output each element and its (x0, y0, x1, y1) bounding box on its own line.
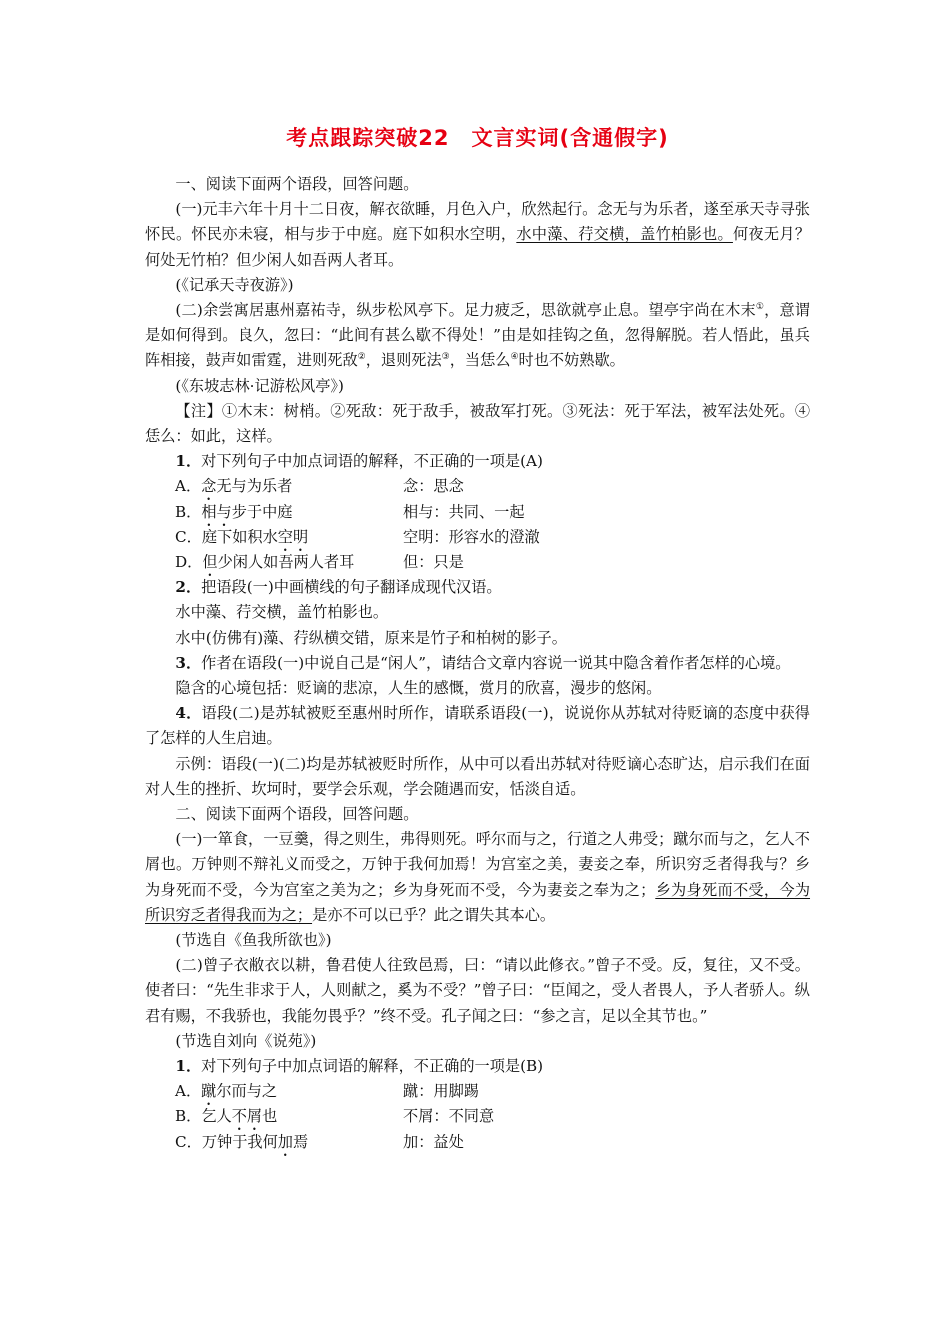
quoted-sentence: 水中藻、荇交横，盖竹柏影也。 (175, 603, 389, 622)
passage-text: (一)一箪食，一豆羹，得之则生，弗得则死。呼尔而与之，行道之人弗受；蹴尔而与之，乞人不屑也。万钟则不辩礼义而受之，万钟于我何加焉！为宫室之美，妻妾之奉，所识穷乏者得我与？乡为身死而不受，今为宫室之美为之；乡为身死而不受，今为妻妾之奉为之；乡为身死而不受，今为所识穷乏者得我而为之；是亦不可以已乎？此之谓失其本心。 (145, 830, 811, 924)
page-title: 考点跟踪突破22 文言实词(含通假字) (286, 126, 669, 150)
answer: 示例：语段(一)(二)均是苏轼被贬时所作，从中可以看出苏轼对待贬谪心态旷达，启示我们在面对人生的挫折、坎坷时，要学会乐观，学会随遇而安，恬淡自适。 (145, 754, 810, 798)
document-body (145, 172, 810, 1155)
passage-source: (节选自刘向《说苑》) (175, 1031, 317, 1050)
question: 1．对下列句子中加点词语的解释，不正确的一项是(B) (175, 1057, 544, 1076)
footnote-marker: ① (755, 301, 765, 312)
answer: 水中(仿佛有)藻、荇纵横交错，原来是竹子和柏树的影子。 (175, 628, 567, 647)
question: 1．对下列句子中加点词语的解释，不正确的一项是(A) (175, 452, 543, 471)
footnote-marker: ④ (510, 352, 519, 363)
section-heading: 二、阅读下面两个语段，回答问题。 (175, 805, 419, 824)
footnote-marker: ③ (441, 352, 450, 363)
passage-source: (节选自《鱼我所欲也》) (175, 931, 332, 950)
option-a: A．念无与为乐者 念：思念 (175, 477, 464, 496)
option-b: B．相与步于中庭 相与：共同、一起 (175, 502, 525, 521)
option-c: C．庭下如积水空明 空明：形容水的澄澈 (175, 527, 540, 546)
underlined-sentence: 乡为身死而不受，今为所识穷乏者得我而为之； (145, 880, 811, 924)
passage-text: (二)曾子衣敝衣以耕，鲁君使人往致邑焉，曰：“请以此修衣。”曾子不受。反，复往，又不受。使者曰：“先生非求于人，人则献之，奚为不受？”曾子曰：“臣闻之，受人者畏人，予人者骄人。纵君有赐，不我骄也，我能勿畏乎？”终不受。孔子闻之曰：“参之言，足以全其节也。” (145, 956, 810, 1025)
passage-source: (《东坡志林·记游松风亭》) (175, 376, 344, 395)
footnote-marker: ② (357, 352, 366, 363)
section-heading: 一、阅读下面两个语段，回答问题。 (175, 175, 419, 193)
option-d: D．但少闲人如吾两人者耳 但：只是 (175, 553, 464, 571)
option-b: B．乞人不屑也 不屑：不同意 (175, 1107, 495, 1126)
question: 3．作者在语段(一)中说自己是“闲人”，请结合文章内容说一说其中隐含着作者怎样的心境。 (175, 653, 791, 672)
underlined-sentence: 水中藻、荇交横，盖竹柏影也。 (516, 225, 733, 244)
option-a: A．蹴尔而与之 蹴：用脚踢 (175, 1082, 479, 1101)
passage-source: (《记承天寺夜游》) (175, 275, 294, 294)
passage-text: (二)余尝寓居惠州嘉祐寺，纵步松风亭下。足力疲乏，思欲就亭止息。望亭宇尚在木末①，意谓是如何得到。良久，忽曰：“此间有甚么歇不得处！”由是如挂钩之鱼，忽得解脱。若人悟此，虽兵阵相接，鼓声如雷霆，进则死敌②，退则死法③，当恁么④时也不妨熟歇。 (145, 301, 810, 370)
passage-text: (一)元丰六年十月十二日夜，解衣欲睡，月色入户，欣然起行。念无与为乐者，遂至承天寺寻张怀民。怀民亦未寝，相与步于中庭。庭下如积水空明，水中藻、荇交横，盖竹柏影也。何夜无月？何处无竹柏？但少闲人如吾两人者耳。 (145, 200, 811, 269)
annotation-note: 【注】①木末：树梢。②死敌：死于敌手，被敌军打死。③死法：死于军法，被军法处死。④恁么：如此，这样。 (145, 401, 811, 446)
answer: 隐含的心境包括：贬谪的悲凉，人生的感慨，赏月的欣喜，漫步的悠闲。 (175, 679, 662, 697)
option-c: C．万钟于我何加焉 加：益处 (175, 1132, 464, 1151)
question: 4．语段(二)是苏轼被贬至惠州时所作，请联系语段(一)，说说你从苏轼对待贬谪的态度中获得了怎样的人生启迪。 (145, 704, 810, 748)
question: 2．把语段(一)中画横线的句子翻译成现代汉语。 (175, 578, 502, 597)
